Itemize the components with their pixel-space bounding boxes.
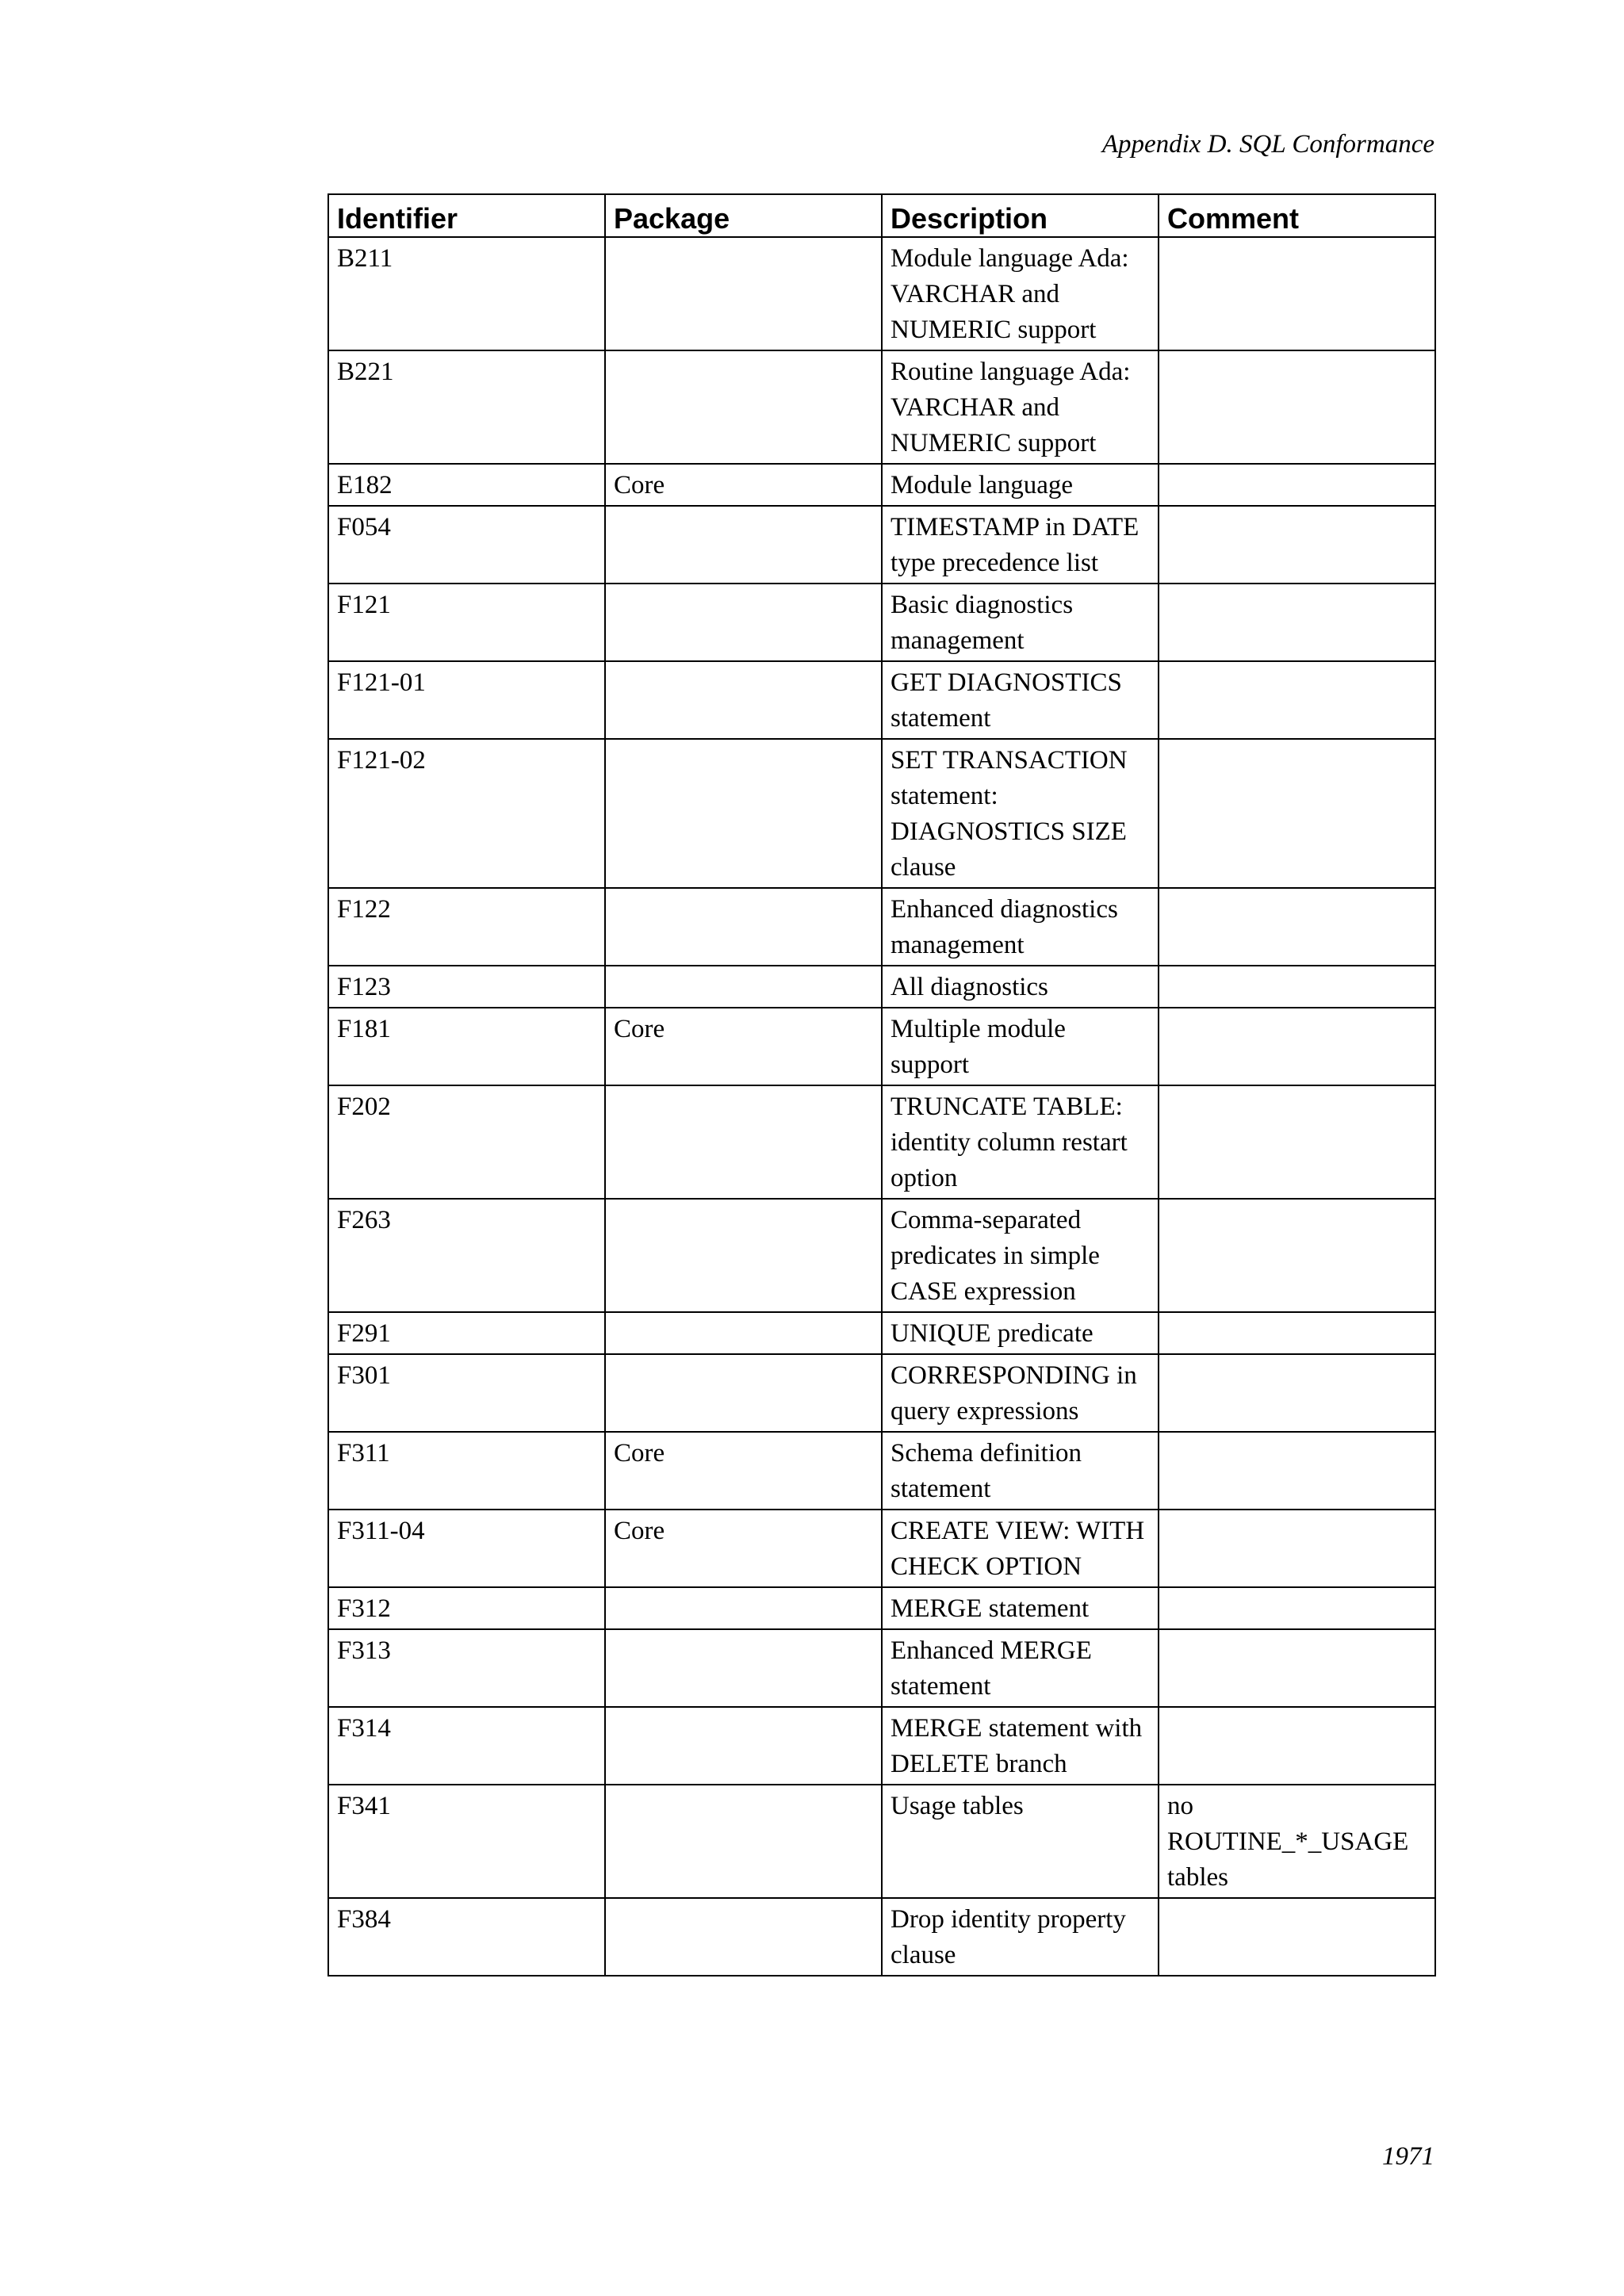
cell-identifier: F263: [328, 1199, 605, 1312]
cell-identifier: F122: [328, 888, 605, 966]
cell-identifier: B211: [328, 237, 605, 350]
cell-package: [605, 739, 882, 888]
table-row: [328, 739, 1435, 888]
cell-comment: [1159, 1354, 1435, 1432]
cell-comment: [1159, 1587, 1435, 1629]
cell-identifier: F313: [328, 1629, 605, 1707]
cell-comment: [1159, 888, 1435, 966]
cell-description: Basic diagnostics management: [882, 584, 1159, 661]
column-header-comment: Comment: [1159, 194, 1435, 237]
cell-package: [605, 1587, 882, 1629]
cell-identifier: F311: [328, 1432, 605, 1510]
cell-package: Core: [605, 1432, 882, 1510]
table-row: [328, 1707, 1435, 1785]
cell-identifier: F341: [328, 1785, 605, 1898]
cell-package: [605, 1629, 882, 1707]
table-row: [328, 1629, 1435, 1707]
table-row: [328, 584, 1435, 661]
table-row: [328, 237, 1435, 350]
table-row: [328, 1510, 1435, 1587]
cell-identifier: F291: [328, 1312, 605, 1354]
cell-comment: [1159, 966, 1435, 1008]
cell-description: Module language Ada: VARCHAR and NUMERIC support: [882, 237, 1159, 350]
table-row: [328, 1432, 1435, 1510]
cell-description: GET DIAGNOSTICS statement: [882, 661, 1159, 739]
cell-comment: [1159, 1199, 1435, 1312]
cell-description: All diagnostics: [882, 966, 1159, 1008]
table-header-row: [328, 194, 1435, 237]
cell-package: [605, 1707, 882, 1785]
cell-description: Multiple module support: [882, 1008, 1159, 1085]
cell-comment: [1159, 1312, 1435, 1354]
table-row: [328, 661, 1435, 739]
table-row: [328, 1008, 1435, 1085]
cell-package: [605, 350, 882, 464]
cell-comment: [1159, 1432, 1435, 1510]
cell-description: TIMESTAMP in DATE type precedence list: [882, 506, 1159, 584]
cell-description: Comma-separated predicates in simple CASE expression: [882, 1199, 1159, 1312]
cell-description: Schema definition statement: [882, 1432, 1159, 1510]
table-row: [328, 1085, 1435, 1199]
cell-description: Routine language Ada: VARCHAR and NUMERIC support: [882, 350, 1159, 464]
cell-identifier: F301: [328, 1354, 605, 1432]
cell-description: Usage tables: [882, 1785, 1159, 1898]
cell-description: SET TRANSACTION statement: DIAGNOSTICS SIZE clause: [882, 739, 1159, 888]
cell-identifier: F312: [328, 1587, 605, 1629]
cell-comment: [1159, 237, 1435, 350]
table-row: [328, 506, 1435, 584]
cell-identifier: F121-01: [328, 661, 605, 739]
cell-identifier: F311-04: [328, 1510, 605, 1587]
cell-description: Drop identity property clause: [882, 1898, 1159, 1976]
cell-package: Core: [605, 1008, 882, 1085]
table-row: [328, 1354, 1435, 1432]
column-header-package: Package: [605, 194, 882, 237]
cell-comment: [1159, 661, 1435, 739]
cell-description: MERGE statement with DELETE branch: [882, 1707, 1159, 1785]
cell-package: [605, 1354, 882, 1432]
cell-comment: [1159, 584, 1435, 661]
cell-package: [605, 1785, 882, 1898]
cell-comment: no ROUTINE_*_USAGE tables: [1159, 1785, 1435, 1898]
cell-comment: [1159, 1510, 1435, 1587]
column-header-identifier: Identifier: [328, 194, 605, 237]
cell-description: CORRESPONDING in query expressions: [882, 1354, 1159, 1432]
cell-package: [605, 506, 882, 584]
cell-identifier: F384: [328, 1898, 605, 1976]
cell-comment: [1159, 464, 1435, 506]
cell-package: [605, 1085, 882, 1199]
cell-package: [605, 966, 882, 1008]
cell-identifier: F181: [328, 1008, 605, 1085]
cell-comment: [1159, 1085, 1435, 1199]
cell-package: [605, 237, 882, 350]
column-header-description: Description: [882, 194, 1159, 237]
cell-identifier: F123: [328, 966, 605, 1008]
cell-description: UNIQUE predicate: [882, 1312, 1159, 1354]
table-row: [328, 1312, 1435, 1354]
cell-comment: [1159, 1898, 1435, 1976]
cell-package: Core: [605, 1510, 882, 1587]
cell-comment: [1159, 1629, 1435, 1707]
cell-identifier: F121: [328, 584, 605, 661]
cell-package: [605, 1199, 882, 1312]
cell-package: [605, 584, 882, 661]
cell-description: TRUNCATE TABLE: identity column restart option: [882, 1085, 1159, 1199]
cell-identifier: E182: [328, 464, 605, 506]
cell-description: Module language: [882, 464, 1159, 506]
cell-comment: [1159, 1707, 1435, 1785]
table-row: [328, 966, 1435, 1008]
page-number: 1971: [1382, 2142, 1434, 2171]
cell-description: MERGE statement: [882, 1587, 1159, 1629]
table-row: [328, 1587, 1435, 1629]
table-row: [328, 1199, 1435, 1312]
cell-comment: [1159, 739, 1435, 888]
cell-package: [605, 1898, 882, 1976]
table-row: [328, 888, 1435, 966]
cell-identifier: F121-02: [328, 739, 605, 888]
cell-package: Core: [605, 464, 882, 506]
cell-description: CREATE VIEW: WITH CHECK OPTION: [882, 1510, 1159, 1587]
cell-comment: [1159, 1008, 1435, 1085]
cell-comment: [1159, 350, 1435, 464]
cell-description: Enhanced MERGE statement: [882, 1629, 1159, 1707]
cell-identifier: F202: [328, 1085, 605, 1199]
table-row: [328, 1785, 1435, 1898]
cell-package: [605, 888, 882, 966]
cell-comment: [1159, 506, 1435, 584]
cell-identifier: F054: [328, 506, 605, 584]
conformance-table: [327, 193, 1436, 1976]
cell-package: [605, 1312, 882, 1354]
cell-description: Enhanced diagnostics management: [882, 888, 1159, 966]
cell-package: [605, 661, 882, 739]
cell-identifier: B221: [328, 350, 605, 464]
cell-identifier: F314: [328, 1707, 605, 1785]
table-row: [328, 350, 1435, 464]
table-row: [328, 1898, 1435, 1976]
running-header: Appendix D. SQL Conformance: [1101, 130, 1434, 159]
table-row: [328, 464, 1435, 506]
